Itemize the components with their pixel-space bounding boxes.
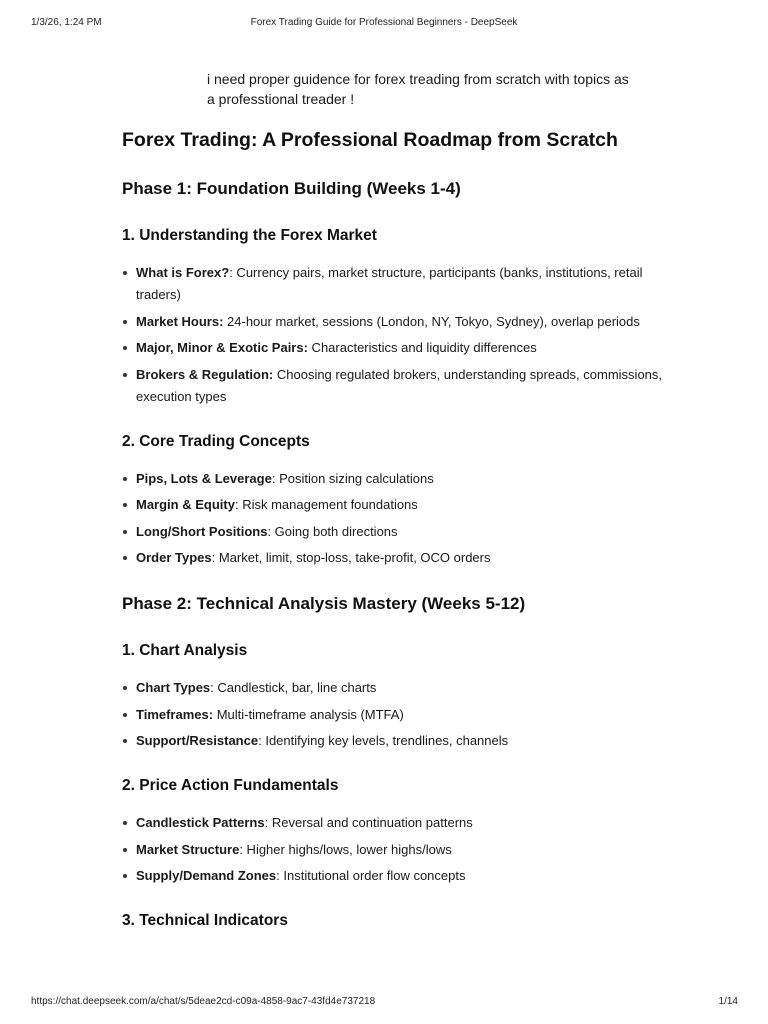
list-item: Margin & Equity: Risk management foundations (122, 494, 662, 516)
list-item: What is Forex?: Currency pairs, market structure, participants (banks, institutions, retail traders) (122, 262, 662, 306)
phase1-heading: Phase 1: Foundation Building (Weeks 1-4) (122, 179, 461, 198)
phase1-section1-heading: 1. Understanding the Forex Market (122, 227, 377, 244)
print-datetime: 1/3/26, 1:24 PM (31, 17, 102, 28)
list-item: Timeframes: Multi-timeframe analysis (MTFA) (122, 704, 662, 726)
list-item: Order Types: Market, limit, stop-loss, take-profit, OCO orders (122, 547, 662, 569)
list-item: Support/Resistance: Identifying key levels, trendlines, channels (122, 730, 662, 752)
list-item: Supply/Demand Zones: Institutional order flow concepts (122, 865, 662, 887)
phase2-section1-heading: 1. Chart Analysis (122, 642, 248, 659)
list-item: Pips, Lots & Leverage: Position sizing calculations (122, 468, 662, 490)
print-header (0, 17, 768, 31)
list-item: Brokers & Regulation: Choosing regulated brokers, understanding spreads, commissions, execution types (122, 364, 662, 408)
user-message: i need proper guidence for forex treading from scratch with topics as a professtional treader ! (207, 71, 629, 107)
print-footer (0, 996, 768, 1010)
list-item: Market Structure: Higher highs/lows, lower highs/lows (122, 839, 662, 861)
phase2-section3-heading: 3. Technical Indicators (122, 912, 288, 929)
list-item: Candlestick Patterns: Reversal and continuation patterns (122, 812, 662, 834)
print-page-title: Forex Trading Guide for Professional Beginners - DeepSeek (250, 17, 518, 28)
phase2-heading: Phase 2: Technical Analysis Mastery (Weeks 5-12) (122, 594, 526, 613)
page-number: 1/14 (718, 996, 738, 1007)
list-item: Long/Short Positions: Going both directions (122, 521, 662, 543)
phase2-section2-list (122, 812, 662, 887)
doc-title: Forex Trading: A Professional Roadmap from Scratch (122, 129, 618, 151)
list-item: Market Hours: 24-hour market, sessions (London, NY, Tokyo, Sydney), overlap periods (122, 311, 662, 333)
list-item: Chart Types: Candlestick, bar, line charts (122, 677, 662, 699)
assistant-response (122, 128, 662, 947)
phase2-section2-heading: 2. Price Action Fundamentals (122, 777, 339, 794)
list-item: Major, Minor & Exotic Pairs: Characteristics and liquidity differences (122, 337, 662, 359)
phase1-section2-list (122, 468, 662, 570)
phase2-section1-list (122, 677, 662, 752)
phase1-section1-list (122, 262, 662, 408)
phase1-section2-heading: 2. Core Trading Concepts (122, 432, 310, 450)
print-url: https://chat.deepseek.com/a/chat/s/5deae2cd-c09a-4858-9ac7-43fd4e737218 (31, 996, 376, 1007)
